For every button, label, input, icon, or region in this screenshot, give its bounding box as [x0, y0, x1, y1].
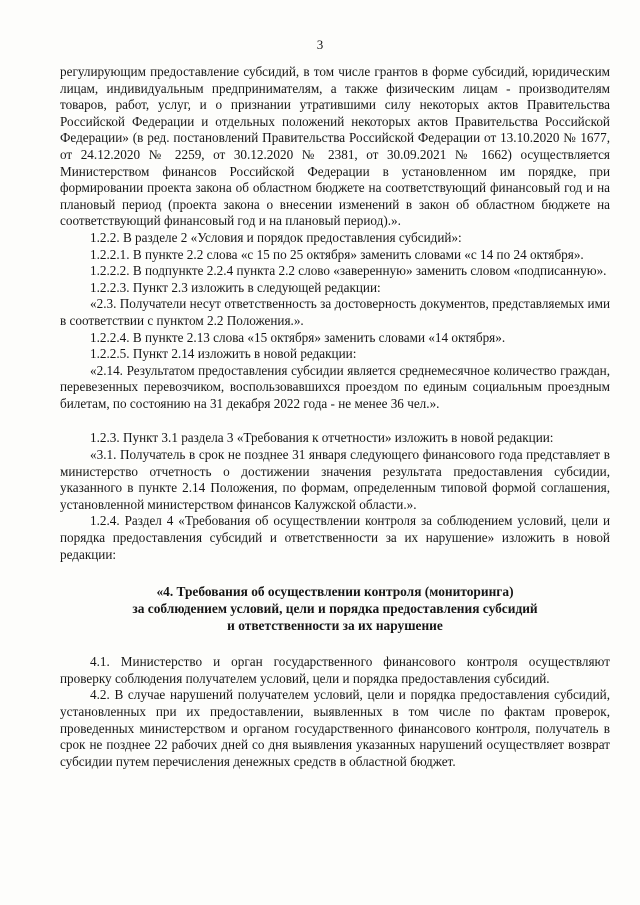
- paragraph-3-1: «3.1. Получатель в срок не позднее 31 января следующего финансового года представляет в министерство отчетность о достижении значения результата предоставления субсидии, указанного в пункте 2.14 Положения, по формам, определенным типовой формой соглашения, установленной министерством финансов Калужской области.».: [60, 447, 610, 512]
- paragraph-4-2: 4.2. В случае нарушений получателем условий, цели и порядка предоставления субсидий, установленных при их предоставлении, выявленных в том числе по фактам проверок, проведенных министерством и органом государственного финансового контроля, получатель в срок не позднее 22 рабочих дней со дня выявления указанных нарушений осуществляет возврат субсидии путем перечисления денежных средств в областной бюджет.: [60, 687, 610, 769]
- heading-line-3: и ответственности за их нарушение: [227, 618, 443, 634]
- paragraph-continuation: регулирующим предоставление субсидий, в том числе грантов в форме субсидий, юридическим лицам, индивидуальным предпринимателям, а также физическим лицам - производителям товаров, работ, услуг, и о признании утратившими силу некоторых актов Правительства Российской Федерации и отдельных положений некоторых актов Правительства Российской Федерации» (в ред. постановлений Правительства Российской Федерации от 13.10.2020 № 1677, от 24.12.2020 № 2259, от 30.12.2020 № 2381, от 30.09.2021 № 1662) осуществляется Министерством финансов Российской Федерации в установленном им порядке, при формировании проекта закона об областном бюджете на соответствующий финансовый год и на плановый период (проекта закона о внесении изменений в закон об областном бюджете на соответствующий финансовый год и на плановый период).».: [60, 64, 610, 229]
- paragraph-1-2-4: 1.2.4. Раздел 4 «Требования об осуществлении контроля за соблюдением условий, цели и порядка предоставления субсидий и ответственности за их нарушение» изложить в новой редакции:: [60, 513, 610, 562]
- heading-line-1: «4. Требования об осуществлении контроля (мониторинга): [156, 584, 514, 600]
- paragraph-2-14: «2.14. Результатом предоставления субсидии является среднемесячное количество граждан, перевезенных перевозчиком, воспользовавшихся проездом по единым социальным проездным билетам, по состоянию на 31 декабря 2022 года - не менее 36 чел.».: [60, 362, 610, 411]
- paragraph-2-3: «2.3. Получатели несут ответственность за достоверность документов, представляемых ими в соответствии с пунктом 2.2 Положения.».: [60, 296, 610, 328]
- paragraph-1-2-2: 1.2.2. В разделе 2 «Условия и порядок предоставления субсидий»:: [90, 229, 462, 245]
- paragraph-1-2-2-2: 1.2.2.2. В подпункте 2.2.4 пункта 2.2 слово «заверенную» заменить словом «подписанную».: [90, 263, 607, 279]
- section-4-heading: [60, 583, 610, 634]
- paragraph-1-2-3: 1.2.3. Пункт 3.1 раздела 3 «Требования к отчетности» изложить в новой редакции:: [90, 430, 554, 446]
- page-number: 3: [316, 37, 324, 52]
- paragraph-1-2-2-5: 1.2.2.5. Пункт 2.14 изложить в новой редакции:: [90, 346, 357, 362]
- paragraph-1-2-2-1: 1.2.2.1. В пункте 2.2 слова «с 15 по 25 октября» заменить словами «с 14 по 24 октября».: [90, 246, 584, 262]
- paragraph-1-2-2-3: 1.2.2.3. Пункт 2.3 изложить в следующей редакции:: [90, 279, 381, 295]
- heading-line-2: за соблюдением условий, цели и порядка предоставления субсидий: [132, 601, 538, 617]
- paragraph-4-1: 4.1. Министерство и орган государственного финансового контроля осуществляют проверку соблюдения получателем условий, цели и порядка предоставления субсидий.: [60, 654, 610, 686]
- document-body: [60, 64, 610, 770]
- paragraph-1-2-2-4: 1.2.2.4. В пункте 2.13 слова «15 октября» заменить словами «14 октября».: [90, 329, 506, 345]
